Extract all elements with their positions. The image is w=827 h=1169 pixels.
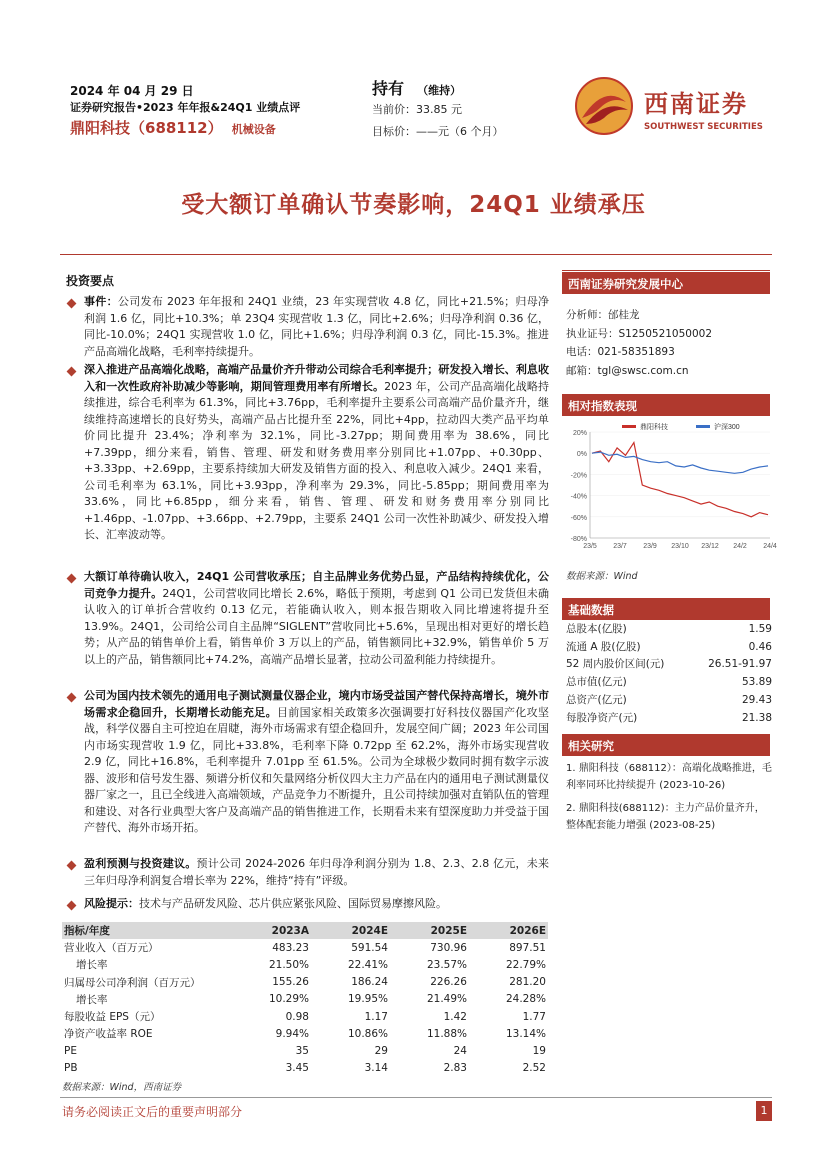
y-tick-label: -60% [570, 514, 587, 522]
table-cell: 11.88% [426, 1027, 467, 1040]
related-item[interactable]: 2. 鼎阳科技(688112)：主力产品价量齐升，整体配套能力增强 (2023-08-25) [566, 803, 765, 831]
basic-data-table [566, 621, 772, 727]
table-header-cell: 2025E [430, 924, 467, 937]
company-logo [572, 72, 772, 142]
x-tick-label: 24/2 [733, 543, 747, 550]
legend-swatch [622, 425, 636, 428]
basic-data-label: 总股本(亿股) [566, 623, 627, 635]
analyst-email[interactable]: 邮箱：tgl@swsc.com.cn [566, 364, 689, 377]
table-row [62, 1042, 548, 1059]
y-tick-label: 0% [576, 451, 587, 459]
table-row [62, 974, 548, 991]
y-tick-label: -40% [570, 493, 587, 501]
table-cell: 2.83 [443, 1062, 467, 1075]
basic-data-label: 每股净资产(元) [566, 711, 638, 724]
basic-data-label: 总资产(亿元) [566, 693, 627, 706]
x-tick-label: 23/5 [583, 543, 597, 550]
table-cell: 186.24 [351, 976, 388, 989]
legend-swatch [696, 425, 710, 428]
relative-performance-header: 相对指数表现 [562, 394, 770, 416]
company-sector: 机械设备 [231, 123, 276, 136]
table-cell: 3.14 [364, 1062, 388, 1075]
x-tick-label: 24/4 [763, 543, 777, 550]
table-cell: 21.49% [426, 993, 467, 1006]
table-cell: 19.95% [347, 993, 388, 1006]
paragraph-risk: 风险提示：技术与产品研发风险、芯片供应紧张风险、国际贸易摩擦风险。 [84, 897, 447, 910]
table-row [62, 1008, 548, 1025]
table-row [62, 956, 548, 973]
title-divider [60, 254, 772, 255]
table-cell: 730.96 [430, 941, 467, 954]
bullet-marker [67, 861, 77, 871]
table-source: 数据来源：Wind，西南证券 [62, 1082, 182, 1093]
company-name: 鼎阳科技（688112） [70, 119, 223, 137]
section-title: 投资要点 [66, 274, 115, 288]
analyst-name: 分析师：邰桂龙 [566, 309, 640, 321]
paragraph-orders: 大额订单待确认收入，24Q1 公司营收承压；自主品牌业务优势凸显，产品结构持续优化，公司竞争力提升。24Q1，公司营收同比增长 2.6%，略低于预期，考虑到 Q1 公司已发货但未确认收入的订单折合营收约 0.13 亿元，若能确认收入，则本报告期收入同比增速将提升至 13.9%。24Q1，公司给公司自主品牌“SIGLENT”营收同比+5.6%，呈现出相对更好的增长趋势；从产品的销售单价上看，销售单价 3 万以上的产品，销售额同比+32.9%，销售单价 5 万以上的产品，销售额同比+74.2%，高端产品增长显著，拉动公司盈利能力持续提升。 [84, 570, 550, 666]
basic-data-row [566, 656, 772, 674]
basic-data-row [566, 710, 772, 728]
related-research-list [566, 760, 772, 834]
table-cell: 22.79% [505, 958, 546, 971]
basic-data-row [566, 621, 772, 639]
table-header-cell: 2024E [351, 924, 388, 937]
footer-disclaimer: 请务必阅读正文后的重要声明部分 [62, 1105, 243, 1119]
table-cell: 281.20 [509, 976, 546, 989]
analyst-info [566, 306, 712, 380]
table-cell: 10.86% [347, 1027, 388, 1040]
table-row-label: 归属母公司净利润（百万元） [64, 976, 201, 989]
logo-emblem-icon [572, 74, 636, 138]
basic-data-label: 总市值(亿元) [566, 676, 627, 689]
table-row-label: PE [64, 1044, 77, 1057]
basic-data-value: 21.38 [741, 711, 772, 724]
logo-chinese: 西南证券 [644, 90, 748, 118]
table-cell: 2.52 [522, 1062, 546, 1075]
table-row [62, 1025, 548, 1042]
related-item[interactable]: 1. 鼎阳科技（688112）：高端化战略推进，毛利率同环比持续提升 (2023-10-26) [566, 763, 772, 791]
table-cell: 13.14% [505, 1027, 546, 1040]
basic-data-label: 52 周内股价区间(元) [566, 658, 665, 671]
table-cell: 22.41% [347, 958, 388, 971]
table-header-cell: 2026E [509, 924, 546, 937]
table-header-row [62, 922, 548, 939]
series-line-0 [592, 443, 768, 517]
table-header-cell: 2023A [271, 924, 309, 937]
paragraph-forecast: 盈利预测与投资建议。预计公司 2024-2026 年归母净利润分别为 1.8、2.3、2.8 亿元，未来三年归母净利润复合增长率为 22%，维持“持有”评级。 [84, 857, 549, 887]
paragraph-event: 事件：公司发布 2023 年年报和 24Q1 业绩，23 年实现营收 4.8 亿，同比+21.5%；归母净利润 1.6 亿，同比+10.3%；单 23Q4 实现营收 1.3 亿，同比+2.6%；归母净利润 0.36 亿，同比-10.0%；24Q1 实现营收 1.0 亿，同比+1.6%；归母净利润 0.3 亿，同比-15.3%。推进产品高端化战略，毛利率持续提升。 [84, 295, 550, 358]
table-row [62, 991, 548, 1008]
analyst-phone: 电话：021-58351893 [566, 346, 675, 358]
table-row-label: 营业收入（百万元） [64, 942, 159, 955]
table-cell: 3.45 [285, 1062, 309, 1075]
rating-line [372, 76, 461, 99]
basic-data-value: 26.51-91.97 [708, 658, 772, 671]
company-line [70, 117, 276, 138]
research-center-header: 西南证券研究发展中心 [562, 272, 770, 294]
basic-data-value: 1.59 [748, 623, 772, 635]
basic-data-header: 基础数据 [562, 598, 770, 620]
target-price: 目标价：——元（6 个月） [372, 125, 504, 138]
basic-data-row [566, 674, 772, 692]
basic-data-label: 流通 A 股(亿股) [566, 640, 641, 653]
bullet-marker [67, 367, 77, 377]
paragraph-market: 公司为国内技术领先的通用电子测试测量仪器企业，境内市场受益国产替代保持高增长，境外市场需求企稳回升，长期增长动能充足。目前国家相关政策多次强调要打好科技仪器国产化攻坚战，科学仪器自主可控迫在眉睫，海外市场需求有望企稳回升，发展空间广阔；2023 年公司国内市场实现营收 1.9 亿，同比+33.8%，毛利率下降 0.72pp 至 62.2%，海外市场实现营收 2.9 亿，同比+16.8%，毛利率提升 7.01pp 至 61.5%。公司为全球极少数同时拥有数字示波器、波形和信号发生器、频谱分析仪和矢量网络分析仪四大主力产品在内的通用电子测试测量仪器厂家之一，且已全线进入高端领域，产品竞争力不断提升，且公司持续加强对直销队伍的管理和建设、对各行业典型大客户及高端产品的销售推进工作，长期看未来有望深度助力并受益于国产替代、海外市场开拓。 [84, 689, 550, 834]
x-tick-label: 23/9 [643, 543, 657, 550]
current-price: 当前价：33.85 元 [372, 103, 462, 116]
table-cell: 21.50% [268, 958, 309, 971]
table-cell: 0.98 [285, 1010, 309, 1023]
table-cell: 591.54 [351, 941, 388, 954]
legend-label: 鼎阳科技 [640, 424, 668, 431]
table-cell: 19 [532, 1044, 546, 1057]
rating-note: （维持） [417, 84, 462, 97]
financial-table [62, 922, 548, 1077]
footer-rule [60, 1097, 772, 1098]
table-cell: 1.42 [443, 1010, 467, 1023]
table-cell: 1.17 [364, 1010, 388, 1023]
bullet-marker [67, 299, 77, 309]
table-row-label: 增长率 [76, 993, 108, 1006]
y-tick-label: -80% [570, 536, 587, 543]
table-cell: 24.28% [505, 993, 546, 1006]
table-cell: 29 [374, 1044, 388, 1057]
table-row-label: 每股收益 EPS（元） [64, 1011, 161, 1024]
logo-english: SOUTHWEST SECURITIES [644, 122, 763, 132]
report-type: 证券研究报告•2023 年年报&24Q1 业绩点评 [70, 101, 301, 114]
table-row-label: PB [64, 1062, 78, 1075]
paragraph-margin: 深入推进产品高端化战略，高端产品量价齐升带动公司综合毛利率提升；研发投入增长、利息收入和一次性政府补助减少等影响，期间管理费用率有所增长。2023 年，公司产品高端化战略持续推进，综合毛利率为 61.3%，同比+3.76pp，毛利率提升主要系公司高端产品价量齐升，继续维持高速增长的良好势头，高端产品占比提升至 22%，同比+4pp，拉动四大类产品平均单价同比提升 23.4%；净利率为 32.1%，同比-3.27pp；期间费用率为 38.6%，同比+7.39pp，细分来看，销售、管理、研发和财务费用率分别同比+1.07pp、+0.30pp、+3.33pp、+2.69pp，主要系持续加大研发及销售方面的投入、利息收入减少。24Q1 来看，公司毛利率为 63.1%，同比+3.93pp，净利率为 29.3%，同比-5.85pp；期间费用率为 33.6%，同比+6.85pp，细分来看，销售、管理、研发和财务费用率分别同比+1.46pp、-1.07pp、+3.66pp、+2.79pp，主要系 24Q1 公司一次性补助减少、研发投入增长、汇率波动等。 [84, 363, 549, 541]
related-research-header: 相关研究 [562, 734, 770, 756]
table-header-cell: 指标/年度 [64, 925, 110, 938]
chart-source: 数据来源：Wind [566, 571, 638, 582]
rating: 持有 [372, 79, 405, 98]
basic-data-value: 53.89 [741, 676, 772, 689]
basic-data-value: 0.46 [748, 640, 772, 653]
x-tick-label: 23/10 [671, 543, 689, 550]
table-cell: 24 [453, 1044, 467, 1057]
y-tick-label: -20% [570, 472, 587, 480]
sidebar [562, 270, 770, 271]
table-row-label: 净资产收益率 ROE [64, 1028, 153, 1041]
table-row [62, 939, 548, 956]
table-cell: 897.51 [509, 941, 546, 954]
table-cell: 226.26 [430, 976, 467, 989]
basic-data-row [566, 639, 772, 657]
y-tick-label: 20% [572, 430, 587, 437]
x-tick-label: 23/7 [613, 543, 627, 550]
table-cell: 35 [295, 1044, 309, 1057]
table-row [62, 1060, 548, 1077]
relative-performance-chart [560, 420, 777, 560]
basic-data-row [566, 692, 772, 710]
table-cell: 9.94% [275, 1027, 309, 1040]
report-title: 受大额订单确认节奏影响，24Q1 业绩承压 [181, 192, 646, 218]
bullet-marker [67, 693, 77, 703]
page-number: 1 [756, 1101, 772, 1121]
table-cell: 483.23 [272, 941, 309, 954]
analyst-license: 执业证号：S1250521050002 [566, 327, 713, 340]
top-left-rule [16, 12, 20, 1152]
report-date: 2024 年 04 月 29 日 [70, 84, 194, 98]
bullet-marker [67, 574, 77, 584]
series-line-1 [592, 452, 768, 473]
bullet-marker [67, 901, 77, 911]
table-cell: 23.57% [426, 958, 467, 971]
basic-data-value: 29.43 [741, 693, 772, 706]
x-tick-label: 23/12 [701, 543, 719, 550]
legend-label: 沪深300 [714, 424, 740, 431]
table-cell: 1.77 [522, 1010, 546, 1023]
table-cell: 10.29% [268, 993, 309, 1006]
table-row-label: 增长率 [76, 959, 108, 972]
table-cell: 155.26 [272, 976, 309, 989]
